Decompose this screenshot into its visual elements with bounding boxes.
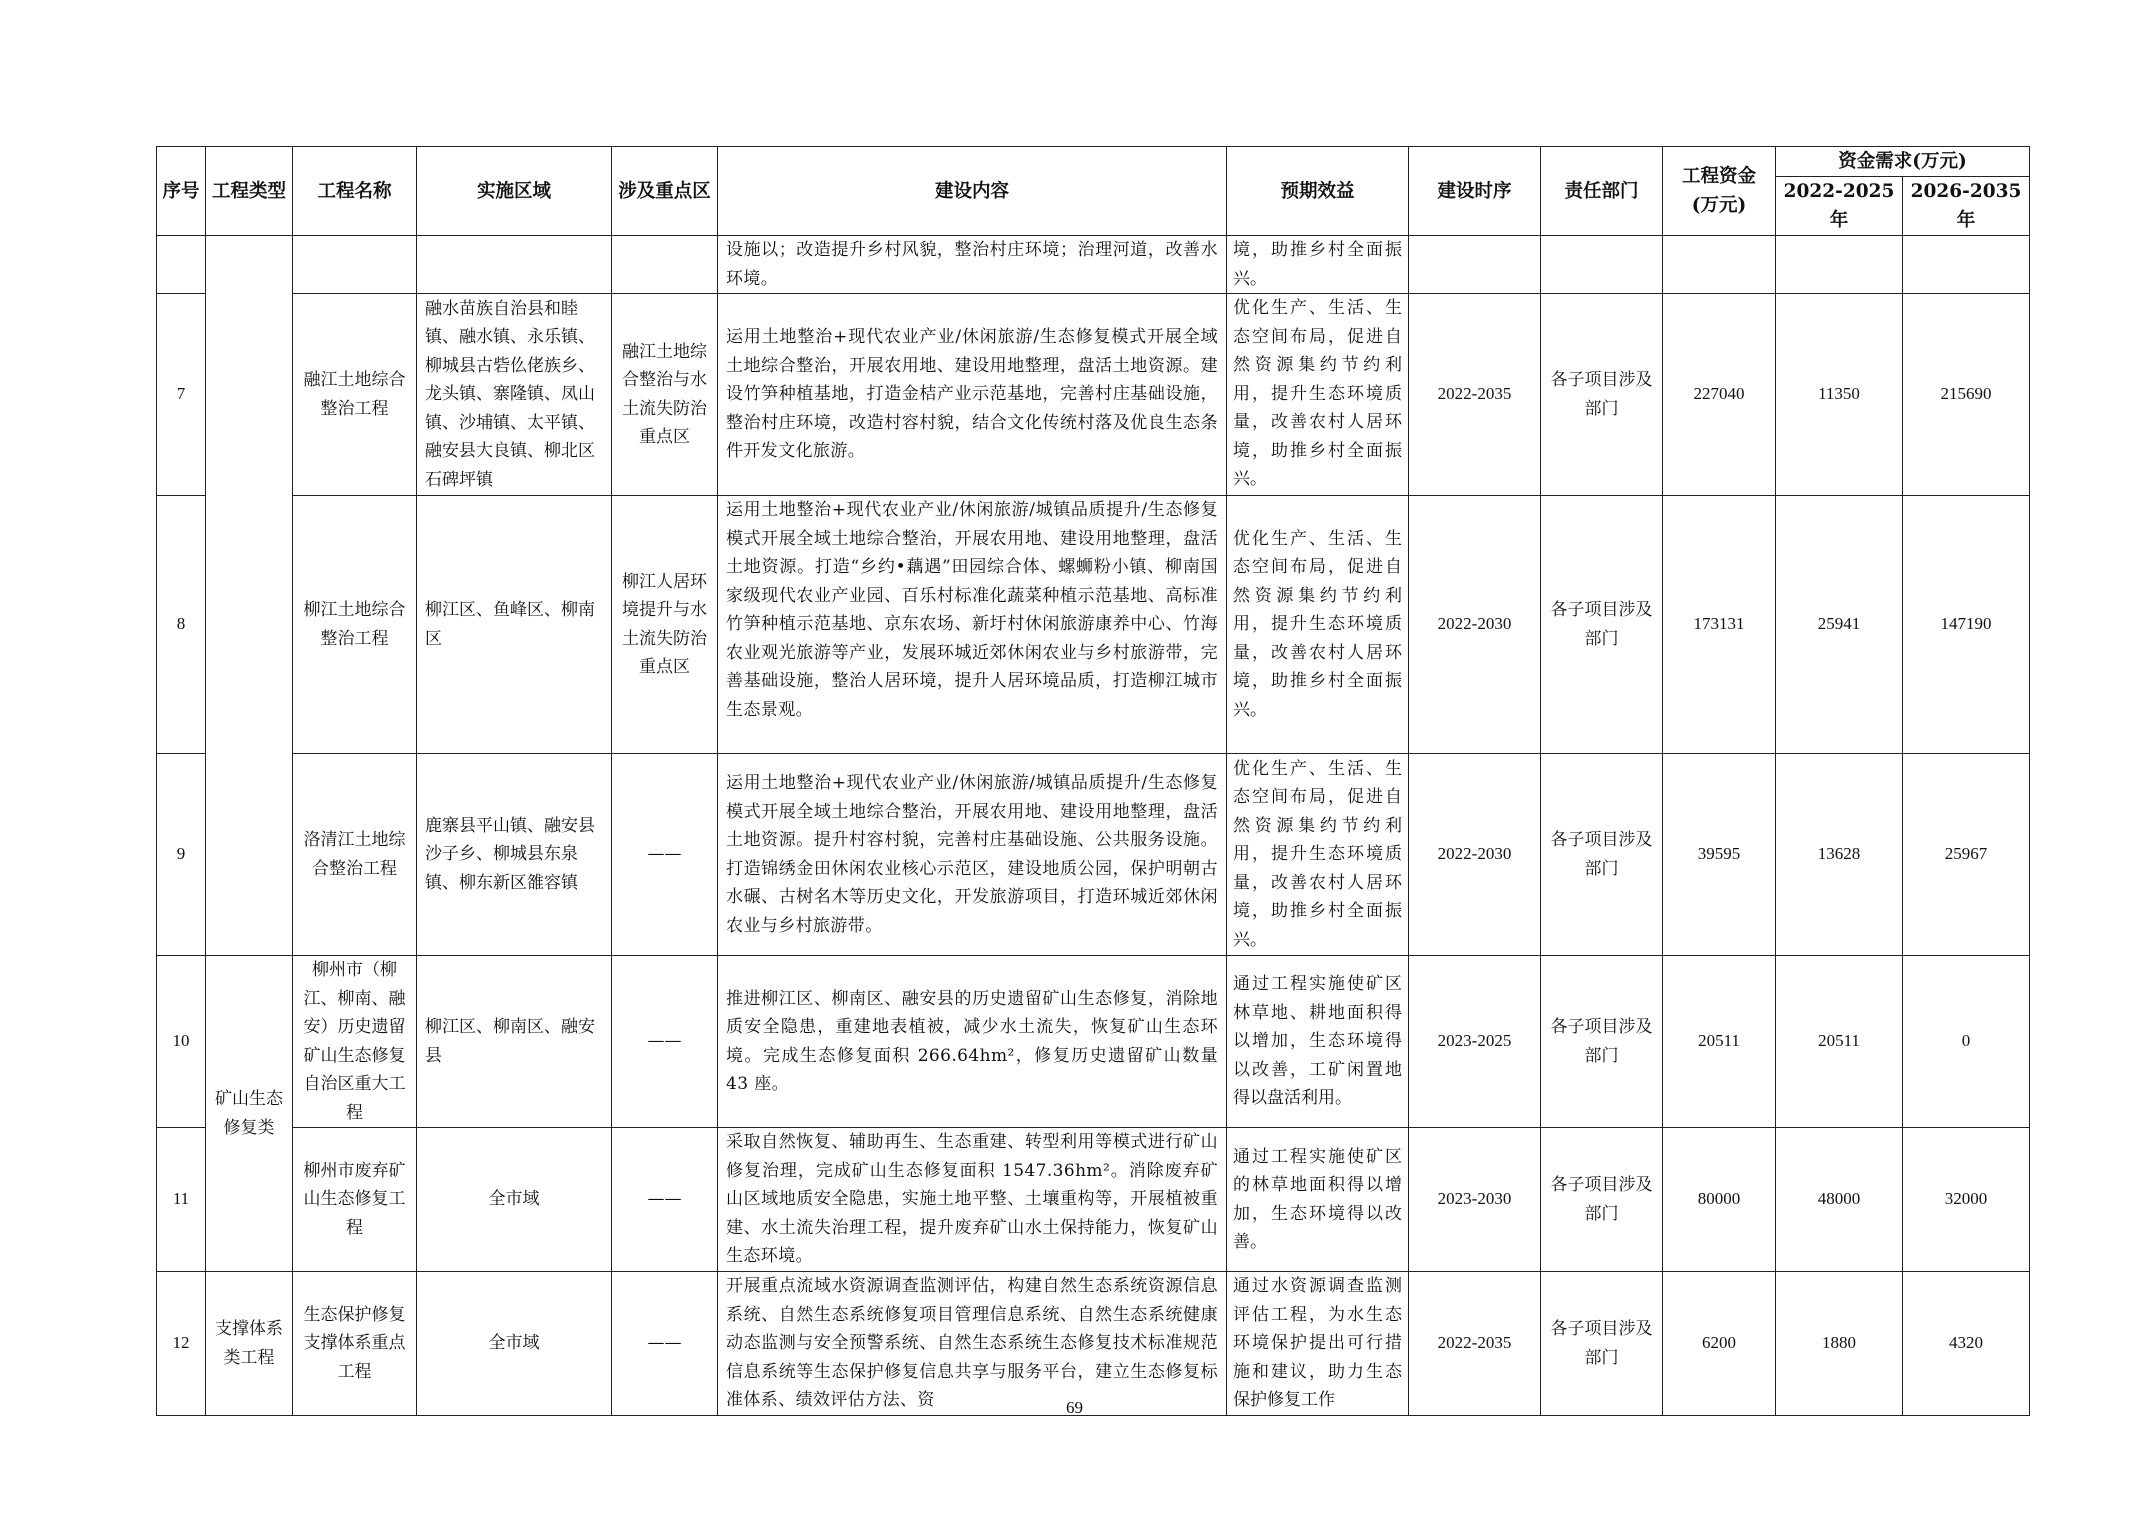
table-row bbox=[157, 294, 2030, 496]
cell-y2: 25967 bbox=[1903, 754, 2030, 956]
cell-fund: 6200 bbox=[1663, 1272, 1776, 1416]
cell-seq: 7 bbox=[157, 294, 206, 496]
cell-seq: 11 bbox=[157, 1128, 206, 1272]
cell-y1: 11350 bbox=[1776, 294, 1903, 496]
cell-content: 采取自然恢复、辅助再生、生态重建、转型利用等模式进行矿山修复治理，完成矿山生态修复面积 1547.36hm²。消除废弃矿山区域地质安全隐患，实施土地平整、土壤重构等，开展植被重建、水土流失治理工程，提升废弃矿山水土保持能力，恢复矿山生态环境。 bbox=[718, 1128, 1227, 1272]
cell-period: 2022-2030 bbox=[1409, 754, 1541, 956]
project-table bbox=[156, 146, 2030, 1416]
cell-zone: —— bbox=[612, 754, 718, 956]
header-seq: 序号 bbox=[157, 147, 206, 236]
cell-period: 2022-2030 bbox=[1409, 496, 1541, 754]
cell-seq bbox=[157, 236, 206, 294]
table-row bbox=[157, 236, 2030, 294]
cell-dept: 各子项目涉及部门 bbox=[1541, 1272, 1663, 1416]
cell-dept: 各子项目涉及部门 bbox=[1541, 1128, 1663, 1272]
cell-dept: 各子项目涉及部门 bbox=[1541, 956, 1663, 1128]
header-zone: 涉及重点区 bbox=[612, 147, 718, 236]
table-row bbox=[157, 956, 2030, 1128]
cell-y1: 1880 bbox=[1776, 1272, 1903, 1416]
cell-content: 运用土地整治+现代农业产业/休闲旅游/城镇品质提升/生态修复模式开展全域土地综合整治，开展农用地、建设用地整理，盘活土地资源。打造“乡约•藕遇”田园综合体、螺蛳粉小镇、柳南国家级现代农业产业园、百乐村标准化蔬菜种植示范基地、高标准竹笋种植示范基地、京东农场、新圩村休闲旅游康养中心、竹海农业观光旅游等产业，发展环城近郊休闲农业与乡村旅游带，完善基础设施，整治人居环境，提升人居环境品质，打造柳江城市生态景观。 bbox=[718, 496, 1227, 754]
cell-zone: 融江土地综合整治与水土流失防治重点区 bbox=[612, 294, 718, 496]
cell-benefit: 通过水资源调查监测评估工程，为水生态环境保护提出可行措施和建议，助力生态保护修复工作 bbox=[1227, 1272, 1409, 1416]
header-year-2022-2025: 2022-2025年 bbox=[1776, 177, 1903, 236]
cell-content: 开展重点流域水资源调查监测评估，构建自然生态系统资源信息系统、自然生态系统修复项目管理信息系统、自然生态系统健康动态监测与安全预警系统、自然生态系统生态修复技术标准规范信息系统等生态保护修复信息共享与服务平台，建立生态修复标准体系、绩效评估方法、资 bbox=[718, 1272, 1227, 1416]
cell-benefit: 通过工程实施使矿区林草地、耕地面积得以增加，生态环境得以改善，工矿闲置地得以盘活利用。 bbox=[1227, 956, 1409, 1128]
cell-zone: —— bbox=[612, 1128, 718, 1272]
cell-fund: 20511 bbox=[1663, 956, 1776, 1128]
cell-y2: 215690 bbox=[1903, 294, 2030, 496]
header-period: 建设时序 bbox=[1409, 147, 1541, 236]
header-name: 工程名称 bbox=[293, 147, 417, 236]
cell-seq: 9 bbox=[157, 754, 206, 956]
cell-area: 全市域 bbox=[417, 1128, 612, 1272]
cell-category-land bbox=[206, 236, 293, 956]
cell-fund bbox=[1663, 236, 1776, 294]
cell-area bbox=[417, 236, 612, 294]
header-content: 建设内容 bbox=[718, 147, 1227, 236]
header-category: 工程类型 bbox=[206, 147, 293, 236]
cell-area: 融水苗族自治县和睦镇、融水镇、永乐镇、柳城县古砦仫佬族乡、龙头镇、寨隆镇、凤山镇、沙埔镇、太平镇、融安县大良镇、柳北区石碑坪镇 bbox=[417, 294, 612, 496]
cell-content: 运用土地整治+现代农业产业/休闲旅游/城镇品质提升/生态修复模式开展全域土地综合整治，开展农用地、建设用地整理，盘活土地资源。提升村容村貌，完善村庄基础设施、公共服务设施。打造锦绣金田休闲农业核心示范区，建设地质公园，保护明朝古水碾、古树名木等历史文化，开发旅游项目，打造环城近郊休闲农业与乡村旅游带。 bbox=[718, 754, 1227, 956]
cell-period: 2023-2030 bbox=[1409, 1128, 1541, 1272]
cell-category-support: 支撑体系类工程 bbox=[206, 1272, 293, 1416]
header-dept: 责任部门 bbox=[1541, 147, 1663, 236]
cell-zone bbox=[612, 236, 718, 294]
cell-zone: —— bbox=[612, 956, 718, 1128]
cell-y1: 48000 bbox=[1776, 1128, 1903, 1272]
table-row bbox=[157, 754, 2030, 956]
cell-dept: 各子项目涉及部门 bbox=[1541, 294, 1663, 496]
cell-fund: 39595 bbox=[1663, 754, 1776, 956]
cell-period: 2022-2035 bbox=[1409, 294, 1541, 496]
cell-y2: 147190 bbox=[1903, 496, 2030, 754]
cell-content: 设施以；改造提升乡村风貌，整治村庄环境；治理河道，改善水环境。 bbox=[718, 236, 1227, 294]
cell-name: 柳江土地综合整治工程 bbox=[293, 496, 417, 754]
cell-y2: 32000 bbox=[1903, 1128, 2030, 1272]
header-fund-top: 工程资金 bbox=[1681, 166, 1756, 187]
cell-y2: 4320 bbox=[1903, 1272, 2030, 1416]
cell-y1 bbox=[1776, 236, 1903, 294]
header-demand: 资金需求(万元) bbox=[1776, 147, 2030, 177]
cell-y2: 0 bbox=[1903, 956, 2030, 1128]
cell-area: 柳江区、鱼峰区、柳南区 bbox=[417, 496, 612, 754]
cell-zone: 柳江人居环境提升与水土流失防治重点区 bbox=[612, 496, 718, 754]
cell-dept: 各子项目涉及部门 bbox=[1541, 496, 1663, 754]
cell-y1: 25941 bbox=[1776, 496, 1903, 754]
header-fund bbox=[1663, 147, 1776, 236]
cell-benefit: 境，助推乡村全面振兴。 bbox=[1227, 236, 1409, 294]
header-fund-bottom: (万元) bbox=[1691, 195, 1747, 216]
cell-area: 柳江区、柳南区、融安县 bbox=[417, 956, 612, 1128]
cell-name: 融江土地综合整治工程 bbox=[293, 294, 417, 496]
cell-content: 推进柳江区、柳南区、融安县的历史遗留矿山生态修复，消除地质安全隐患，重建地表植被，减少水土流失，恢复矿山生态环境。完成生态修复面积 266.64hm²，修复历史遗留矿山数量 43 座。 bbox=[718, 956, 1227, 1128]
cell-benefit: 优化生产、生活、生态空间布局，促进自然资源集约节约利用，提升生态环境质量，改善农村人居环境，助推乡村全面振兴。 bbox=[1227, 294, 1409, 496]
header-year-2026-2035: 2026-2035年 bbox=[1903, 177, 2030, 236]
cell-category-mine: 矿山生态修复类 bbox=[206, 956, 293, 1272]
cell-period: 2022-2035 bbox=[1409, 1272, 1541, 1416]
cell-seq: 10 bbox=[157, 956, 206, 1128]
cell-dept bbox=[1541, 236, 1663, 294]
cell-benefit: 优化生产、生活、生态空间布局，促进自然资源集约节约利用，提升生态环境质量，改善农村人居环境，助推乡村全面振兴。 bbox=[1227, 496, 1409, 754]
cell-dept: 各子项目涉及部门 bbox=[1541, 754, 1663, 956]
cell-period bbox=[1409, 236, 1541, 294]
cell-name bbox=[293, 236, 417, 294]
header-benefit: 预期效益 bbox=[1227, 147, 1409, 236]
cell-name: 柳州市废弃矿山生态修复工程 bbox=[293, 1128, 417, 1272]
cell-y1: 13628 bbox=[1776, 754, 1903, 956]
header-area: 实施区域 bbox=[417, 147, 612, 236]
table-row bbox=[157, 496, 2030, 754]
cell-seq: 12 bbox=[157, 1272, 206, 1416]
cell-seq: 8 bbox=[157, 496, 206, 754]
cell-y2 bbox=[1903, 236, 2030, 294]
cell-area: 全市域 bbox=[417, 1272, 612, 1416]
cell-benefit: 优化生产、生活、生态空间布局，促进自然资源集约节约利用，提升生态环境质量，改善农村人居环境，助推乡村全面振兴。 bbox=[1227, 754, 1409, 956]
cell-area: 鹿寨县平山镇、融安县沙子乡、柳城县东泉镇、柳东新区雒容镇 bbox=[417, 754, 612, 956]
cell-fund: 80000 bbox=[1663, 1128, 1776, 1272]
cell-name: 洛清江土地综合整治工程 bbox=[293, 754, 417, 956]
cell-fund: 173131 bbox=[1663, 496, 1776, 754]
table-row bbox=[157, 1128, 2030, 1272]
cell-name: 生态保护修复支撑体系重点工程 bbox=[293, 1272, 417, 1416]
cell-content: 运用土地整治+现代农业产业/休闲旅游/生态修复模式开展全域土地综合整治，开展农用地、建设用地整理，盘活土地资源。建设竹笋种植基地，打造金桔产业示范基地，完善村庄基础设施，整治村庄环境，改造村容村貌，结合文化传统村落及优良生态条件开发文化旅游。 bbox=[718, 294, 1227, 496]
table-row bbox=[157, 1272, 2030, 1416]
cell-benefit: 通过工程实施使矿区的林草地面积得以增加，生态环境得以改善。 bbox=[1227, 1128, 1409, 1272]
cell-fund: 227040 bbox=[1663, 294, 1776, 496]
cell-zone: —— bbox=[612, 1272, 718, 1416]
cell-name: 柳州市（柳江、柳南、融安）历史遗留矿山生态修复自治区重大工程 bbox=[293, 956, 417, 1128]
cell-y1: 20511 bbox=[1776, 956, 1903, 1128]
cell-period: 2023-2025 bbox=[1409, 956, 1541, 1128]
page-number: 69 bbox=[1066, 1398, 1083, 1417]
